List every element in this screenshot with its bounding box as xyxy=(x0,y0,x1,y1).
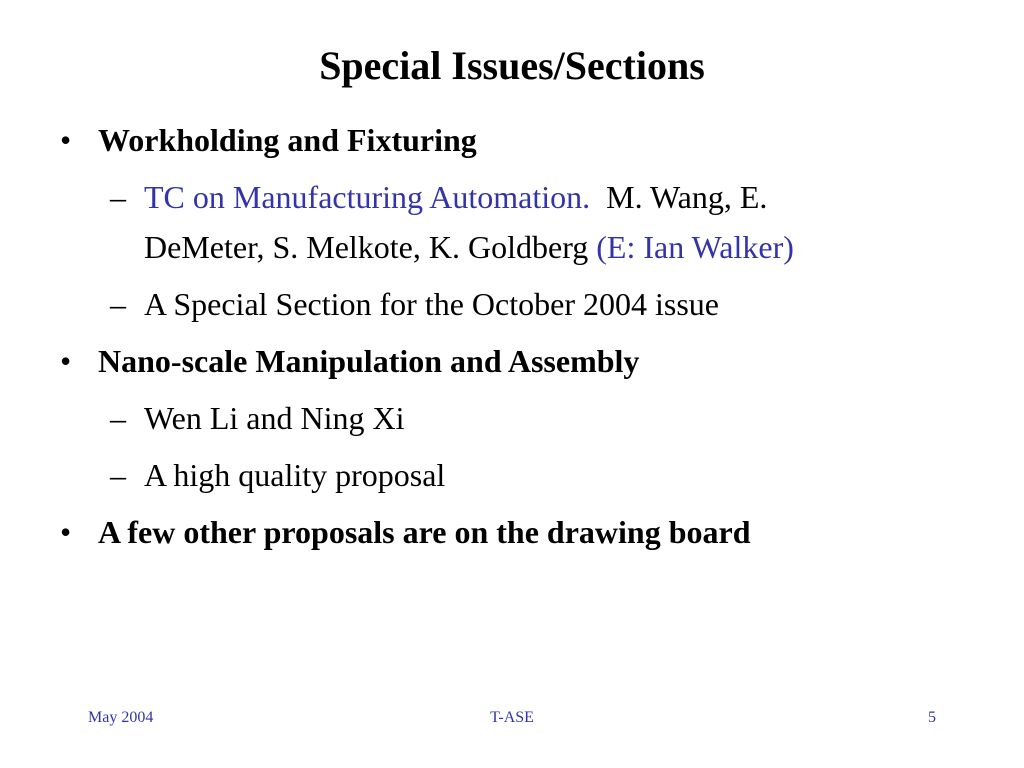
subitem-tc-line2 xyxy=(144,227,794,267)
subitem-special-section: A Special Section for the October 2004 issue xyxy=(144,286,719,322)
tc-label: TC on Manufacturing Automation. xyxy=(144,179,591,215)
dash-icon: – xyxy=(110,400,126,436)
footer-center: T-ASE xyxy=(490,709,534,726)
bullet-icon: • xyxy=(60,122,72,158)
subitem-tc-line xyxy=(144,177,767,217)
bullet-icon: • xyxy=(60,343,72,379)
dash-icon: – xyxy=(110,286,126,322)
dash-icon: – xyxy=(110,179,126,215)
bullet-other-proposals: A few other proposals are on the drawing board xyxy=(98,514,751,550)
footer-date: May 2004 xyxy=(88,709,154,726)
subitem-nano-quality: A high quality proposal xyxy=(144,457,446,493)
subitem-nano-authors: Wen Li and Ning Xi xyxy=(144,400,405,436)
bullet-nano: Nano-scale Manipulation and Assembly xyxy=(98,343,640,379)
footer-page-number: 5 xyxy=(928,709,936,726)
slide-title: Special Issues/Sections xyxy=(319,43,705,88)
bullet-icon: • xyxy=(60,514,72,550)
bullet-workholding: Workholding and Fixturing xyxy=(98,122,477,158)
authors-line1: M. Wang, E. xyxy=(606,179,768,215)
authors-line2: DeMeter, S. Melkote, K. Goldberg xyxy=(144,229,589,265)
dash-icon: – xyxy=(110,457,126,493)
editor-note: (E: Ian Walker) xyxy=(596,229,794,265)
